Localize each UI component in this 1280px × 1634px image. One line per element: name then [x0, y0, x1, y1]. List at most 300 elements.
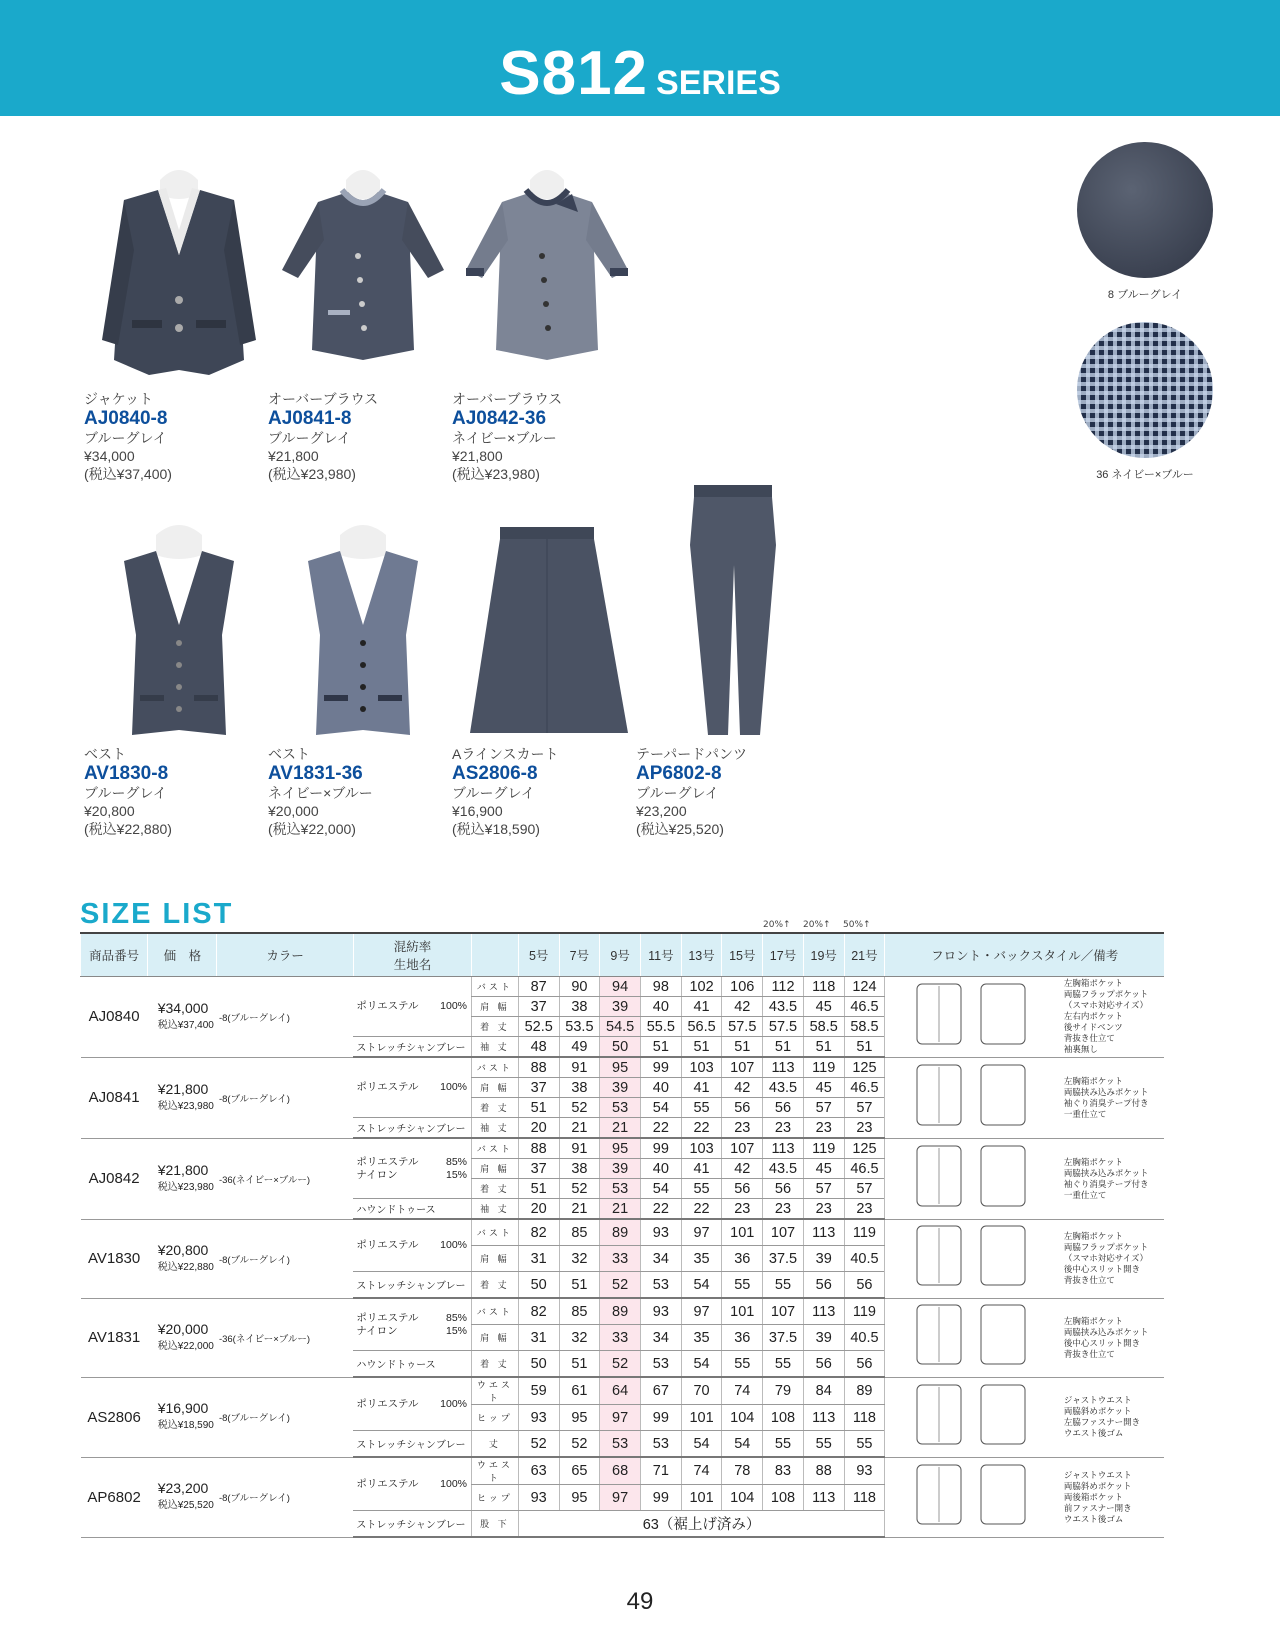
- header-fabric-line2: 生地名: [393, 958, 432, 972]
- size-value: 55.5: [640, 1017, 681, 1037]
- product-color: ネイビー×ブルー: [268, 785, 373, 801]
- size-value: 89: [844, 1377, 885, 1405]
- size-value: 54: [681, 1351, 722, 1378]
- size-value: 51: [559, 1272, 600, 1299]
- size-value: 118: [844, 1405, 885, 1431]
- table-row: [81, 1298, 1165, 1325]
- size-value: 113: [803, 1485, 844, 1511]
- size-value: 57.5: [763, 1017, 804, 1037]
- size-value: 35: [681, 1246, 722, 1272]
- measure-label: ヒップ: [472, 1405, 519, 1431]
- row-remarks: [1058, 1057, 1164, 1138]
- size-value: 52: [518, 1431, 559, 1458]
- size-value: 101: [722, 1298, 763, 1325]
- measure-label: バスト: [472, 1057, 519, 1078]
- size-value: 107: [722, 1057, 763, 1078]
- header-size: 13号: [681, 933, 722, 977]
- size-value: 55: [803, 1431, 844, 1458]
- product-tax-price: (税込¥37,400): [84, 466, 172, 482]
- size-value: 103: [681, 1138, 722, 1159]
- size-value: 107: [722, 1138, 763, 1159]
- remarks-text: 左胸箱ポケット 両脇フラップポケット （スマホ対応サイズ） 後中心スリット開き 背抜き仕立て: [1063, 1231, 1149, 1285]
- product-price: ¥34,000: [84, 448, 135, 464]
- vest-photo: [268, 515, 458, 745]
- series-title: [0, 38, 1280, 109]
- size-value: 48: [518, 1037, 559, 1058]
- fabric-percent: 15%: [445, 1324, 467, 1337]
- series-header: [0, 0, 1280, 116]
- product-tax-price: (税込¥23,980): [268, 466, 356, 482]
- size-value: 74: [681, 1457, 722, 1485]
- size-value: 54: [681, 1272, 722, 1299]
- size-value: 53: [640, 1351, 681, 1378]
- size-value: 104: [722, 1405, 763, 1431]
- table-header-row: [81, 933, 1165, 977]
- size-value: 40: [640, 997, 681, 1017]
- size-value: 41: [681, 1078, 722, 1098]
- size-value: 57: [803, 1179, 844, 1199]
- row-price: [148, 1057, 217, 1138]
- row-tax-price: 税込¥22,880: [157, 1261, 214, 1273]
- product-card[interactable]: [452, 160, 642, 483]
- table-row: [81, 1377, 1165, 1405]
- size-value: 101: [681, 1405, 722, 1431]
- measure-label: 袖 丈: [472, 1118, 519, 1139]
- product-category: テーパードパンツ: [636, 746, 748, 762]
- size-value: 52: [600, 1351, 641, 1378]
- product-category: オーバーブラウス: [268, 391, 379, 407]
- product-price: ¥20,800: [84, 803, 135, 819]
- row-tax-price: 税込¥37,400: [157, 1019, 214, 1031]
- measure-label: 肩 幅: [472, 1159, 519, 1179]
- size-value: 88: [518, 1138, 559, 1159]
- product-tax-price: (税込¥22,000): [268, 821, 356, 837]
- size-value: 32: [559, 1325, 600, 1351]
- product-card[interactable]: [84, 160, 274, 483]
- overblouse-photo: [452, 160, 642, 390]
- row-product-code: AV1831: [81, 1298, 148, 1377]
- size-value: 31: [518, 1325, 559, 1351]
- product-price: ¥20,000: [268, 803, 319, 819]
- row-fabric: [353, 1138, 471, 1199]
- fabric-percent: 100%: [440, 1477, 467, 1490]
- size-value: 42: [722, 997, 763, 1017]
- size-value: 74: [722, 1377, 763, 1405]
- size-value: 82: [518, 1219, 559, 1246]
- size-value: 38: [559, 1078, 600, 1098]
- size-value: 54: [681, 1431, 722, 1458]
- size-value: 95: [600, 1138, 641, 1159]
- remarks-text: 左胸箱ポケット 両脇挟み込みポケット 後中心スリット開き 背抜き仕立て: [1063, 1315, 1149, 1359]
- size-value: 45: [803, 1159, 844, 1179]
- size-value: 23: [763, 1118, 804, 1139]
- size-value: 93: [640, 1219, 681, 1246]
- row-tax-price: 税込¥23,980: [157, 1181, 214, 1193]
- measure-label: 肩 幅: [472, 1246, 519, 1272]
- product-tax-price: (税込¥22,880): [84, 821, 172, 837]
- product-price: ¥21,800: [452, 448, 503, 464]
- row-product-code: AJ0841: [81, 1057, 148, 1138]
- row-fabric: [353, 1457, 471, 1511]
- measure-label: バスト: [472, 1138, 519, 1159]
- page-number: 49: [626, 1588, 654, 1615]
- size-value: 21: [559, 1199, 600, 1220]
- fabric-line: [356, 1156, 471, 1169]
- row-fabric-name: ストレッチシャンブレー: [353, 1118, 471, 1139]
- size-value: 36: [722, 1325, 763, 1351]
- size-value: 51: [844, 1037, 885, 1058]
- size-value: 108: [763, 1405, 804, 1431]
- size-value: 55: [681, 1179, 722, 1199]
- measure-label: 肩 幅: [472, 997, 519, 1017]
- size-value: 56: [844, 1351, 885, 1378]
- size-value: 56: [803, 1351, 844, 1378]
- size-value: 51: [803, 1037, 844, 1058]
- size-value: 93: [640, 1298, 681, 1325]
- size-value: 23: [722, 1118, 763, 1139]
- size-value: 93: [844, 1457, 885, 1485]
- size-value: 83: [763, 1457, 804, 1485]
- size-value: 89: [600, 1298, 641, 1325]
- row-fabric-name: ハウンドトゥース: [353, 1199, 471, 1220]
- size-value: 22: [640, 1199, 681, 1220]
- row-price-value: ¥20,800: [157, 1241, 209, 1258]
- fabric-material: ナイロン: [356, 1168, 398, 1181]
- product-category: ベスト: [84, 746, 126, 762]
- row-product-code: AV1830: [81, 1219, 148, 1298]
- size-value: 53: [600, 1431, 641, 1458]
- measure-label: 着 丈: [472, 1272, 519, 1299]
- row-tax-price: 税込¥18,590: [157, 1420, 214, 1431]
- row-remarks: [1058, 977, 1164, 1058]
- size-value: 34: [640, 1246, 681, 1272]
- size-value: 82: [518, 1298, 559, 1325]
- size-value: 67: [640, 1377, 681, 1405]
- size-value: 32: [559, 1246, 600, 1272]
- size-value: 79: [763, 1377, 804, 1405]
- size-value: 125: [844, 1057, 885, 1078]
- size-value: 118: [803, 977, 844, 997]
- size-value: 71: [640, 1457, 681, 1485]
- row-color: -36(ネイビー×ブルー): [217, 1138, 353, 1219]
- size-value: 54.5: [600, 1017, 641, 1037]
- size-value: 119: [803, 1138, 844, 1159]
- swatch-circle: [1077, 142, 1213, 278]
- size-value: 61: [559, 1377, 600, 1405]
- size-value: 113: [763, 1057, 804, 1078]
- row-fabric-name: ハウンドトゥース: [353, 1351, 471, 1378]
- measure-label: 着 丈: [472, 1017, 519, 1037]
- jacket-photo: [84, 160, 274, 390]
- header-size: 19号: [803, 933, 844, 977]
- style-sketch: [885, 1057, 1058, 1138]
- product-code: AV1830-8: [84, 763, 169, 784]
- row-remarks: [1058, 1138, 1164, 1219]
- size-value: 46.5: [844, 1159, 885, 1179]
- series-word: SERIES: [656, 64, 781, 102]
- header-size: 5号: [518, 933, 559, 977]
- size-value: 57.5: [722, 1017, 763, 1037]
- row-fabric-name: ストレッチシャンブレー: [353, 1431, 471, 1458]
- row-color: -8(ブルーグレイ): [217, 1377, 353, 1457]
- header-price: 価 格: [148, 933, 217, 977]
- size-value: 45: [803, 997, 844, 1017]
- product-tax-price: (税込¥25,520): [636, 821, 724, 837]
- table-row: [81, 1138, 1165, 1159]
- table-row: [81, 1219, 1165, 1246]
- product-price: ¥23,200: [636, 803, 687, 819]
- product-card[interactable]: [84, 515, 274, 838]
- size-value: 107: [763, 1219, 804, 1246]
- size-value: 37: [518, 997, 559, 1017]
- size-value: 119: [844, 1219, 885, 1246]
- table-row: [81, 1057, 1165, 1078]
- product-color: ブルーグレイ: [452, 785, 535, 801]
- size-value: 119: [844, 1298, 885, 1325]
- size-value: 113: [803, 1219, 844, 1246]
- fabric-material: ポリエステル: [356, 1477, 419, 1490]
- size-value: 52: [600, 1272, 641, 1299]
- size-value: 51: [681, 1037, 722, 1058]
- fabric-line: [356, 1312, 471, 1325]
- product-code: AJ0840-8: [84, 408, 168, 429]
- size-value: 55: [722, 1272, 763, 1299]
- row-tax-price: 税込¥22,000: [157, 1340, 214, 1352]
- product-card[interactable]: [452, 515, 642, 838]
- size-value: 46.5: [844, 997, 885, 1017]
- remarks-text: 左胸箱ポケット 両脇挟み込みポケット 袖ぐり消臭テープ付き 一重仕立て: [1063, 1156, 1149, 1200]
- size-value: 39: [600, 1159, 641, 1179]
- header-size: 9号: [600, 933, 641, 977]
- size-value: 33: [600, 1325, 641, 1351]
- size-value: 21: [600, 1118, 641, 1139]
- size-value: 95: [559, 1485, 600, 1511]
- remarks-text: 左胸箱ポケット 両脇挟み込みポケット 袖ぐり消臭テープ付き 一重仕立て: [1063, 1075, 1149, 1119]
- row-price: [148, 977, 217, 1058]
- row-tax-price: 税込¥25,520: [157, 1500, 214, 1511]
- product-color: ブルーグレイ: [84, 785, 167, 801]
- size-value: 40: [640, 1159, 681, 1179]
- size-value: 107: [763, 1298, 804, 1325]
- size-value: 51: [763, 1037, 804, 1058]
- size-value: 57: [844, 1179, 885, 1199]
- header-size: 7号: [559, 933, 600, 977]
- row-fabric: [353, 1298, 471, 1351]
- row-color: -36(ネイビー×ブルー): [217, 1298, 353, 1377]
- overblouse-photo: [268, 160, 458, 390]
- size-value: 52: [559, 1179, 600, 1199]
- header-size: 17号: [763, 933, 804, 977]
- style-sketch: [885, 1457, 1058, 1537]
- product-code: AP6802-8: [636, 763, 722, 784]
- size-value: 113: [803, 1298, 844, 1325]
- row-remarks: [1058, 1377, 1164, 1457]
- size-value: 119: [803, 1057, 844, 1078]
- size-value: 85: [559, 1219, 600, 1246]
- swatch-label: 36 ネイビー×ブルー: [1096, 469, 1194, 481]
- size-value: 21: [559, 1118, 600, 1139]
- style-sketch: [885, 1377, 1058, 1457]
- row-price-value: ¥21,800: [157, 1080, 209, 1097]
- size-value: 59: [518, 1377, 559, 1405]
- measure-label: 丈: [472, 1431, 519, 1458]
- fabric-line: [356, 1398, 471, 1411]
- size-value: 108: [763, 1485, 804, 1511]
- size-value: 84: [803, 1377, 844, 1405]
- size-value: 37: [518, 1159, 559, 1179]
- measure-label: 着 丈: [472, 1179, 519, 1199]
- measure-label: バスト: [472, 1298, 519, 1325]
- product-color: ブルーグレイ: [268, 430, 351, 446]
- product-code: AS2806-8: [452, 763, 538, 784]
- size-value: 43.5: [763, 1078, 804, 1098]
- fabric-line: [356, 1000, 471, 1013]
- product-card[interactable]: [268, 515, 458, 838]
- size-value: 23: [803, 1118, 844, 1139]
- size-value: 53: [640, 1431, 681, 1458]
- size-value: 23: [763, 1199, 804, 1220]
- size-value: 55: [763, 1272, 804, 1299]
- size-value: 40: [640, 1078, 681, 1098]
- fabric-swatch: [1060, 142, 1230, 302]
- size-value: 23: [844, 1118, 885, 1139]
- size-table: [80, 932, 1164, 1538]
- size-value: 53: [640, 1272, 681, 1299]
- size-value: 43.5: [763, 997, 804, 1017]
- size-value: 113: [763, 1138, 804, 1159]
- table-row: [81, 1457, 1165, 1485]
- header-code: 商品番号: [81, 933, 148, 977]
- row-price: [148, 1457, 217, 1537]
- size-value: 53: [600, 1179, 641, 1199]
- size-value: 65: [559, 1457, 600, 1485]
- row-fabric: [353, 977, 471, 1037]
- size-value: 55: [844, 1431, 885, 1458]
- fabric-line: [356, 1478, 471, 1491]
- product-price: ¥21,800: [268, 448, 319, 464]
- size-value: 78: [722, 1457, 763, 1485]
- header-fabric-line1: 混紡率: [393, 940, 432, 954]
- style-sketch: [885, 977, 1058, 1058]
- style-sketch: [885, 1219, 1058, 1298]
- product-card[interactable]: [268, 160, 458, 483]
- size-value: 97: [681, 1298, 722, 1325]
- size-value: 38: [559, 1159, 600, 1179]
- size-value: 97: [600, 1485, 641, 1511]
- product-tax-price: (税込¥23,980): [452, 466, 540, 482]
- fabric-line: [356, 1325, 471, 1338]
- size-value: 23: [803, 1199, 844, 1220]
- size-value: 42: [722, 1078, 763, 1098]
- product-code: AJ0842-36: [452, 408, 547, 429]
- series-code: S812: [499, 39, 649, 108]
- row-color: -8(ブルーグレイ): [217, 1457, 353, 1537]
- skirt-photo: [452, 515, 642, 745]
- size-value: 94: [600, 977, 641, 997]
- size-value: 99: [640, 1138, 681, 1159]
- size-value: 53.5: [559, 1017, 600, 1037]
- fabric-percent: 85%: [445, 1155, 467, 1168]
- size-value: 37.5: [763, 1325, 804, 1351]
- size-value: 55: [722, 1351, 763, 1378]
- size-value: 55: [763, 1431, 804, 1458]
- header-size: 15号: [722, 933, 763, 977]
- fabric-material: ポリエステル: [356, 1397, 419, 1410]
- row-color: -8(ブルーグレイ): [217, 977, 353, 1058]
- size-value: 43.5: [763, 1159, 804, 1179]
- row-price-value: ¥16,900: [157, 1400, 209, 1416]
- row-product-code: AS2806: [81, 1377, 148, 1457]
- size-value: 37: [518, 1078, 559, 1098]
- product-card[interactable]: [636, 485, 826, 838]
- size-value: 95: [600, 1057, 641, 1078]
- size-value: 101: [681, 1485, 722, 1511]
- fabric-percent: 100%: [440, 1081, 467, 1093]
- fabric-percent: 85%: [445, 1311, 467, 1324]
- style-sketch: [885, 1298, 1058, 1377]
- size-value: 118: [844, 1485, 885, 1511]
- size-value: 52: [559, 1431, 600, 1458]
- header-size: 21号: [844, 933, 885, 977]
- size-value: 45: [803, 1078, 844, 1098]
- size-value: 23: [844, 1199, 885, 1220]
- header-measure: [472, 933, 519, 977]
- measure-merged: 63（裾上げ済み）: [518, 1511, 884, 1538]
- vest-photo: [84, 515, 274, 745]
- row-remarks: [1058, 1457, 1164, 1537]
- fabric-percent: 100%: [440, 1239, 467, 1251]
- measure-label: ヒップ: [472, 1485, 519, 1511]
- product-color: ブルーグレイ: [84, 430, 167, 446]
- size-value: 57: [844, 1098, 885, 1118]
- size-value: 22: [681, 1199, 722, 1220]
- pants-photo: [636, 485, 826, 745]
- size-value: 102: [681, 977, 722, 997]
- size-value: 91: [559, 1057, 600, 1078]
- size-value: 57: [803, 1098, 844, 1118]
- size-list-title: SIZE LIST: [80, 898, 234, 930]
- size-value: 31: [518, 1246, 559, 1272]
- row-fabric: [353, 1219, 471, 1272]
- size-value: 56: [722, 1098, 763, 1118]
- size-value: 125: [844, 1138, 885, 1159]
- size-value: 50: [518, 1351, 559, 1378]
- size-value: 56: [763, 1179, 804, 1199]
- row-fabric-name: ストレッチシャンブレー: [353, 1037, 471, 1058]
- row-fabric: [353, 1377, 471, 1431]
- size-value: 68: [600, 1457, 641, 1485]
- size-value: 56: [803, 1272, 844, 1299]
- size-value: 56: [844, 1272, 885, 1299]
- size-table-body: [81, 977, 1165, 1538]
- row-tax-price: 税込¥23,980: [157, 1100, 214, 1112]
- size-value: 103: [681, 1057, 722, 1078]
- size-value: 53: [600, 1098, 641, 1118]
- row-price-value: ¥21,800: [157, 1161, 209, 1178]
- fabric-material: ポリエステル: [356, 1239, 419, 1251]
- header-style: フロント・バックスタイル／備考: [885, 933, 1164, 977]
- size-value: 41: [681, 1159, 722, 1179]
- size-value: 54: [722, 1431, 763, 1458]
- size-value: 112: [763, 977, 804, 997]
- size-value: 54: [640, 1179, 681, 1199]
- size-value: 91: [559, 1138, 600, 1159]
- swatch-circle: [1077, 322, 1213, 458]
- measure-label: ウエスト: [472, 1457, 519, 1485]
- size-value: 49: [559, 1037, 600, 1058]
- row-product-code: AJ0842: [81, 1138, 148, 1219]
- size-value: 97: [681, 1219, 722, 1246]
